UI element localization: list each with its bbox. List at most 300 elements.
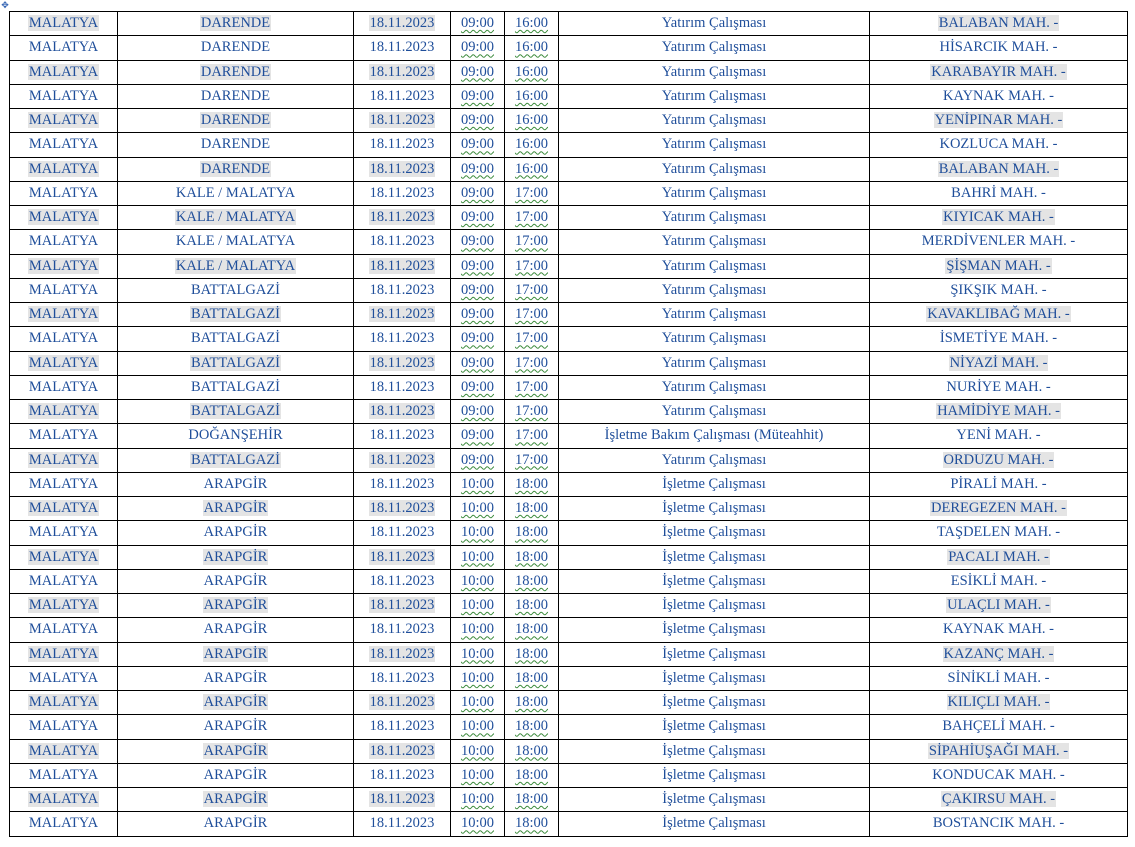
- cell-province[interactable]: [10, 715, 118, 739]
- cell-date[interactable]: [354, 327, 451, 351]
- cell-end-time[interactable]: [505, 472, 559, 496]
- cell-neighborhood[interactable]: [870, 12, 1128, 36]
- cell-neighborhood[interactable]: [870, 351, 1128, 375]
- cell-neighborhood[interactable]: [870, 375, 1128, 399]
- table-row: [10, 278, 1128, 302]
- cell-end-time[interactable]: [505, 715, 559, 739]
- cell-date[interactable]: [354, 400, 451, 424]
- cell-end-time[interactable]: [505, 788, 559, 812]
- cell-neighborhood[interactable]: [870, 642, 1128, 666]
- cell-description[interactable]: [559, 424, 870, 448]
- cell-date[interactable]: [354, 666, 451, 690]
- cell-start-time[interactable]: [451, 206, 505, 230]
- cell-end-time[interactable]: [505, 666, 559, 690]
- cell-neighborhood[interactable]: [870, 133, 1128, 157]
- cell-neighborhood[interactable]: [870, 424, 1128, 448]
- cell-neighborhood[interactable]: [870, 594, 1128, 618]
- cell-description[interactable]: [559, 497, 870, 521]
- cell-date-text: 18.11.2023: [369, 160, 435, 177]
- cell-neighborhood[interactable]: [870, 666, 1128, 690]
- cell-district[interactable]: [118, 569, 354, 593]
- cell-neighborhood-text: KAYNAK MAH. -: [942, 621, 1055, 638]
- cell-description[interactable]: [559, 375, 870, 399]
- cell-end-time[interactable]: [505, 206, 559, 230]
- cell-province[interactable]: [10, 812, 118, 836]
- cell-province[interactable]: [10, 278, 118, 302]
- cell-end-time-text: 18:00: [514, 742, 549, 759]
- cell-start-time[interactable]: [451, 278, 505, 302]
- cell-description[interactable]: [559, 109, 870, 133]
- cell-start-time[interactable]: [451, 812, 505, 836]
- cell-date-text: 18.11.2023: [369, 378, 435, 395]
- cell-province[interactable]: [10, 691, 118, 715]
- cell-description[interactable]: [559, 230, 870, 254]
- cell-end-time-text: 18:00: [514, 524, 549, 541]
- cell-end-time[interactable]: [505, 400, 559, 424]
- cell-province[interactable]: [10, 400, 118, 424]
- cell-province-text: MALATYA: [28, 451, 99, 468]
- cell-end-time[interactable]: [505, 545, 559, 569]
- cell-district-text: ARAPGİR: [203, 500, 268, 517]
- cell-description[interactable]: [559, 812, 870, 836]
- cell-date[interactable]: [354, 157, 451, 181]
- cell-start-time[interactable]: [451, 642, 505, 666]
- cell-province[interactable]: [10, 472, 118, 496]
- cell-description-text: İşletme Çalışması: [662, 572, 766, 589]
- cell-neighborhood-text: BALABAN MAH. -: [938, 15, 1059, 32]
- cell-description[interactable]: [559, 691, 870, 715]
- cell-description[interactable]: [559, 181, 870, 205]
- cell-end-time[interactable]: [505, 36, 559, 60]
- cell-end-time[interactable]: [505, 594, 559, 618]
- cell-province[interactable]: [10, 594, 118, 618]
- cell-date[interactable]: [354, 12, 451, 36]
- cell-district[interactable]: [118, 497, 354, 521]
- cell-district[interactable]: [118, 181, 354, 205]
- cell-province[interactable]: [10, 181, 118, 205]
- table-row: [10, 351, 1128, 375]
- cell-end-time[interactable]: [505, 109, 559, 133]
- cell-start-time[interactable]: [451, 424, 505, 448]
- cell-neighborhood-text: KARABAYIR MAH. -: [931, 63, 1066, 80]
- table-row: [10, 133, 1128, 157]
- cell-start-time[interactable]: [451, 618, 505, 642]
- cell-district[interactable]: [118, 157, 354, 181]
- cell-start-time[interactable]: [451, 400, 505, 424]
- cell-start-time[interactable]: [451, 230, 505, 254]
- cell-start-time[interactable]: [451, 594, 505, 618]
- cell-description-text: Yatırım Çalışması: [661, 87, 767, 104]
- cell-district[interactable]: [118, 303, 354, 327]
- cell-province[interactable]: [10, 545, 118, 569]
- cell-date[interactable]: [354, 375, 451, 399]
- cell-date-text: 18.11.2023: [369, 233, 435, 250]
- cell-district[interactable]: [118, 327, 354, 351]
- cell-start-time[interactable]: [451, 497, 505, 521]
- cell-end-time[interactable]: [505, 691, 559, 715]
- cell-neighborhood-text: KAZANÇ MAH. -: [943, 645, 1054, 662]
- cell-date[interactable]: [354, 84, 451, 108]
- cell-district[interactable]: [118, 715, 354, 739]
- cell-date[interactable]: [354, 351, 451, 375]
- cell-date-text: 18.11.2023: [369, 15, 435, 32]
- cell-district[interactable]: [118, 521, 354, 545]
- cell-end-time[interactable]: [505, 12, 559, 36]
- cell-end-time[interactable]: [505, 521, 559, 545]
- cell-date[interactable]: [354, 594, 451, 618]
- cell-description[interactable]: [559, 739, 870, 763]
- cell-neighborhood[interactable]: [870, 545, 1128, 569]
- cell-district[interactable]: [118, 812, 354, 836]
- cell-end-time[interactable]: [505, 254, 559, 278]
- cell-date[interactable]: [354, 497, 451, 521]
- cell-province[interactable]: [10, 327, 118, 351]
- cell-district[interactable]: [118, 278, 354, 302]
- table-row: [10, 618, 1128, 642]
- cell-date[interactable]: [354, 472, 451, 496]
- cell-neighborhood[interactable]: [870, 448, 1128, 472]
- cell-end-time[interactable]: [505, 618, 559, 642]
- cell-date[interactable]: [354, 642, 451, 666]
- cell-neighborhood[interactable]: [870, 788, 1128, 812]
- cell-neighborhood[interactable]: [870, 60, 1128, 84]
- cell-end-time[interactable]: [505, 569, 559, 593]
- cell-province[interactable]: [10, 254, 118, 278]
- cell-description-text: Yatırım Çalışması: [661, 63, 767, 80]
- cell-neighborhood[interactable]: [870, 206, 1128, 230]
- cell-start-time[interactable]: [451, 327, 505, 351]
- cell-start-time[interactable]: [451, 36, 505, 60]
- cell-date[interactable]: [354, 133, 451, 157]
- cell-end-time[interactable]: [505, 642, 559, 666]
- cell-neighborhood-text: HİSARCIK MAH. -: [939, 39, 1058, 56]
- cell-description[interactable]: [559, 84, 870, 108]
- cell-date[interactable]: [354, 788, 451, 812]
- cell-neighborhood[interactable]: [870, 472, 1128, 496]
- cell-description[interactable]: [559, 206, 870, 230]
- cell-neighborhood[interactable]: [870, 254, 1128, 278]
- table-row: [10, 691, 1128, 715]
- cell-province[interactable]: [10, 303, 118, 327]
- cell-start-time[interactable]: [451, 157, 505, 181]
- cell-district[interactable]: [118, 36, 354, 60]
- cell-date[interactable]: [354, 181, 451, 205]
- cell-district[interactable]: [118, 545, 354, 569]
- cell-start-time[interactable]: [451, 691, 505, 715]
- table-row: [10, 109, 1128, 133]
- cell-start-time[interactable]: [451, 715, 505, 739]
- cell-date[interactable]: [354, 569, 451, 593]
- cell-start-time[interactable]: [451, 60, 505, 84]
- cell-province-text: MALATYA: [28, 500, 99, 517]
- cell-description[interactable]: [559, 715, 870, 739]
- cell-province[interactable]: [10, 763, 118, 787]
- cell-description[interactable]: [559, 60, 870, 84]
- cell-start-time[interactable]: [451, 12, 505, 36]
- cell-description-text: Yatırım Çalışması: [661, 112, 767, 129]
- cell-description[interactable]: [559, 12, 870, 36]
- cell-district-text: ARAPGİR: [203, 621, 268, 638]
- cell-district-text: ARAPGİR: [203, 524, 268, 541]
- cell-district[interactable]: [118, 666, 354, 690]
- cell-province-text: MALATYA: [28, 669, 99, 686]
- cell-end-time[interactable]: [505, 303, 559, 327]
- cell-neighborhood[interactable]: [870, 812, 1128, 836]
- cell-district[interactable]: [118, 691, 354, 715]
- cell-end-time[interactable]: [505, 230, 559, 254]
- cell-start-time[interactable]: [451, 545, 505, 569]
- cell-province[interactable]: [10, 60, 118, 84]
- cell-neighborhood[interactable]: [870, 763, 1128, 787]
- cell-district[interactable]: [118, 739, 354, 763]
- cell-end-time-text: 18:00: [514, 572, 549, 589]
- cell-district[interactable]: [118, 763, 354, 787]
- cell-neighborhood[interactable]: [870, 739, 1128, 763]
- cell-province[interactable]: [10, 569, 118, 593]
- cell-province[interactable]: [10, 788, 118, 812]
- cell-neighborhood[interactable]: [870, 36, 1128, 60]
- cell-province[interactable]: [10, 12, 118, 36]
- cell-district[interactable]: [118, 472, 354, 496]
- cell-description[interactable]: [559, 594, 870, 618]
- cell-description[interactable]: [559, 400, 870, 424]
- cell-province[interactable]: [10, 133, 118, 157]
- cell-neighborhood[interactable]: [870, 230, 1128, 254]
- cell-start-time-text: 10:00: [460, 694, 495, 711]
- cell-end-time-text: 17:00: [514, 281, 549, 298]
- cell-neighborhood[interactable]: [870, 157, 1128, 181]
- cell-date-text: 18.11.2023: [369, 427, 435, 444]
- cell-end-time-text: 16:00: [514, 63, 549, 80]
- cell-neighborhood[interactable]: [870, 400, 1128, 424]
- cell-description[interactable]: [559, 157, 870, 181]
- cell-end-time[interactable]: [505, 133, 559, 157]
- cell-date[interactable]: [354, 254, 451, 278]
- cell-start-time-text: 10:00: [460, 791, 495, 808]
- cell-date[interactable]: [354, 691, 451, 715]
- cell-date[interactable]: [354, 715, 451, 739]
- cell-end-time[interactable]: [505, 812, 559, 836]
- cell-province[interactable]: [10, 666, 118, 690]
- cell-district[interactable]: [118, 12, 354, 36]
- cell-date[interactable]: [354, 618, 451, 642]
- cell-start-time[interactable]: [451, 254, 505, 278]
- cell-description[interactable]: [559, 569, 870, 593]
- cell-province[interactable]: [10, 424, 118, 448]
- cell-neighborhood[interactable]: [870, 84, 1128, 108]
- cell-neighborhood[interactable]: [870, 691, 1128, 715]
- cell-date[interactable]: [354, 109, 451, 133]
- cell-district[interactable]: [118, 448, 354, 472]
- cell-date[interactable]: [354, 521, 451, 545]
- cell-start-time[interactable]: [451, 788, 505, 812]
- cell-description[interactable]: [559, 133, 870, 157]
- table-row: [10, 303, 1128, 327]
- table-row: [10, 60, 1128, 84]
- cell-province[interactable]: [10, 739, 118, 763]
- cell-description[interactable]: [559, 666, 870, 690]
- cell-date[interactable]: [354, 230, 451, 254]
- cell-neighborhood[interactable]: [870, 278, 1128, 302]
- cell-end-time[interactable]: [505, 327, 559, 351]
- cell-neighborhood-text: NİYAZİ MAH. -: [949, 354, 1048, 371]
- cell-province[interactable]: [10, 230, 118, 254]
- cell-description[interactable]: [559, 327, 870, 351]
- cell-end-time[interactable]: [505, 84, 559, 108]
- cell-province[interactable]: [10, 448, 118, 472]
- cell-district[interactable]: [118, 375, 354, 399]
- cell-province-text: MALATYA: [28, 281, 99, 298]
- cell-description[interactable]: [559, 448, 870, 472]
- cell-description[interactable]: [559, 472, 870, 496]
- cell-date[interactable]: [354, 763, 451, 787]
- cell-neighborhood[interactable]: [870, 569, 1128, 593]
- cell-province[interactable]: [10, 84, 118, 108]
- cell-province[interactable]: [10, 206, 118, 230]
- cell-district[interactable]: [118, 84, 354, 108]
- table-row: [10, 375, 1128, 399]
- cell-date-text: 18.11.2023: [369, 694, 435, 711]
- cell-description[interactable]: [559, 618, 870, 642]
- cell-description[interactable]: [559, 642, 870, 666]
- cell-district[interactable]: [118, 133, 354, 157]
- cell-date[interactable]: [354, 812, 451, 836]
- cell-description[interactable]: [559, 36, 870, 60]
- cell-end-time[interactable]: [505, 181, 559, 205]
- cell-province[interactable]: [10, 157, 118, 181]
- cell-date[interactable]: [354, 36, 451, 60]
- cell-description[interactable]: [559, 545, 870, 569]
- cell-neighborhood[interactable]: [870, 497, 1128, 521]
- cell-start-time-text: 09:00: [460, 112, 495, 129]
- cell-description[interactable]: [559, 351, 870, 375]
- cell-start-time[interactable]: [451, 763, 505, 787]
- cell-end-time[interactable]: [505, 424, 559, 448]
- table-row: [10, 254, 1128, 278]
- cell-date[interactable]: [354, 60, 451, 84]
- cell-description[interactable]: [559, 303, 870, 327]
- cell-description[interactable]: [559, 254, 870, 278]
- cell-start-time[interactable]: [451, 84, 505, 108]
- cell-start-time[interactable]: [451, 521, 505, 545]
- cell-date[interactable]: [354, 278, 451, 302]
- cell-description-text: İşletme Çalışması: [662, 645, 766, 662]
- cell-district[interactable]: [118, 230, 354, 254]
- cell-start-time[interactable]: [451, 569, 505, 593]
- cell-neighborhood[interactable]: [870, 618, 1128, 642]
- cell-district[interactable]: [118, 788, 354, 812]
- cell-date[interactable]: [354, 424, 451, 448]
- cell-start-time-text: 10:00: [460, 766, 495, 783]
- cell-date[interactable]: [354, 545, 451, 569]
- cell-neighborhood[interactable]: [870, 303, 1128, 327]
- cell-district[interactable]: [118, 351, 354, 375]
- cell-start-time[interactable]: [451, 472, 505, 496]
- cell-date[interactable]: [354, 739, 451, 763]
- cell-province[interactable]: [10, 375, 118, 399]
- cell-end-time-text: 18:00: [514, 621, 549, 638]
- cell-province[interactable]: [10, 497, 118, 521]
- cell-district[interactable]: [118, 400, 354, 424]
- cell-date-text: 18.11.2023: [369, 281, 435, 298]
- cell-district[interactable]: [118, 618, 354, 642]
- cell-district[interactable]: [118, 109, 354, 133]
- cell-end-time[interactable]: [505, 448, 559, 472]
- table-row: [10, 400, 1128, 424]
- cell-province-text: MALATYA: [28, 39, 99, 56]
- table-row: [10, 569, 1128, 593]
- cell-district[interactable]: [118, 254, 354, 278]
- cell-start-time[interactable]: [451, 666, 505, 690]
- cell-end-time[interactable]: [505, 157, 559, 181]
- cell-date-text: 18.11.2023: [369, 63, 435, 80]
- cell-district-text: DOĞANŞEHİR: [188, 427, 283, 444]
- cell-end-time[interactable]: [505, 763, 559, 787]
- cell-start-time[interactable]: [451, 181, 505, 205]
- cell-description[interactable]: [559, 788, 870, 812]
- cell-date[interactable]: [354, 448, 451, 472]
- cell-date[interactable]: [354, 206, 451, 230]
- cell-description[interactable]: [559, 278, 870, 302]
- cell-start-time[interactable]: [451, 303, 505, 327]
- cell-neighborhood-text: ŞIKŞIK MAH. -: [950, 281, 1047, 298]
- cell-start-time[interactable]: [451, 448, 505, 472]
- cell-district[interactable]: [118, 424, 354, 448]
- cell-district[interactable]: [118, 594, 354, 618]
- cell-end-time-text: 17:00: [514, 209, 549, 226]
- cell-district-text: DARENDE: [200, 39, 271, 56]
- cell-end-time[interactable]: [505, 278, 559, 302]
- cell-end-time[interactable]: [505, 351, 559, 375]
- cell-neighborhood[interactable]: [870, 715, 1128, 739]
- cell-description-text: Yatırım Çalışması: [661, 136, 767, 153]
- cell-province-text: MALATYA: [28, 742, 99, 759]
- cell-end-time-text: 16:00: [514, 136, 549, 153]
- cell-neighborhood[interactable]: [870, 327, 1128, 351]
- cell-end-time[interactable]: [505, 739, 559, 763]
- cell-date[interactable]: [354, 303, 451, 327]
- cell-district[interactable]: [118, 60, 354, 84]
- cell-district[interactable]: [118, 642, 354, 666]
- cell-district[interactable]: [118, 206, 354, 230]
- cell-neighborhood[interactable]: [870, 109, 1128, 133]
- cell-district-text: ARAPGİR: [203, 791, 268, 808]
- cell-province[interactable]: [10, 618, 118, 642]
- cell-province[interactable]: [10, 351, 118, 375]
- cell-province[interactable]: [10, 521, 118, 545]
- cell-province[interactable]: [10, 109, 118, 133]
- table-move-handle-icon[interactable]: ✥: [1, 0, 9, 10]
- cell-province-text: MALATYA: [28, 475, 99, 492]
- cell-end-time[interactable]: [505, 60, 559, 84]
- cell-neighborhood[interactable]: [870, 181, 1128, 205]
- cell-end-time[interactable]: [505, 497, 559, 521]
- cell-end-time[interactable]: [505, 375, 559, 399]
- cell-description[interactable]: [559, 521, 870, 545]
- cell-neighborhood-text: BAHRİ MAH. -: [951, 184, 1046, 201]
- table-body: [10, 12, 1128, 837]
- cell-description[interactable]: [559, 763, 870, 787]
- cell-start-time[interactable]: [451, 133, 505, 157]
- cell-start-time[interactable]: [451, 351, 505, 375]
- cell-start-time[interactable]: [451, 109, 505, 133]
- cell-province[interactable]: [10, 642, 118, 666]
- cell-start-time[interactable]: [451, 739, 505, 763]
- cell-neighborhood[interactable]: [870, 521, 1128, 545]
- cell-start-time[interactable]: [451, 375, 505, 399]
- cell-description-text: İşletme Çalışması: [662, 669, 766, 686]
- cell-province[interactable]: [10, 36, 118, 60]
